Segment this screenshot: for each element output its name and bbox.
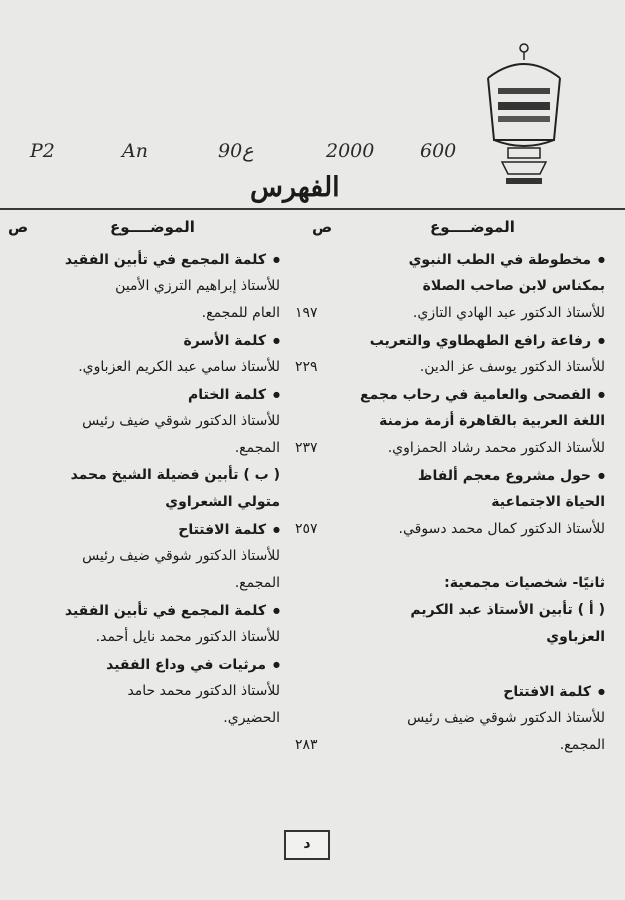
toc-line — [10, 543, 280, 570]
page-title: الفهرس — [250, 172, 340, 203]
toc-entry-title: ● كلمة الافتتاح — [178, 522, 280, 538]
toc-entry-text: الحضيري. — [223, 710, 280, 726]
handwritten-note: An — [122, 140, 148, 162]
toc-entry-title: ● كلمة المجمع في تأبين الفقيد — [65, 252, 280, 268]
toc-line — [10, 381, 280, 408]
toc-entry-text: للأستاذ الدكتور شوقي ضيف رئيس — [407, 710, 605, 726]
toc-line — [305, 489, 605, 516]
toc-line — [10, 489, 280, 516]
right-column — [295, 246, 605, 759]
toc-line — [10, 570, 280, 597]
toc-entry-text: اللغة العربية بالقاهرة أزمة مزمنة — [379, 413, 605, 429]
toc-line — [305, 678, 605, 705]
toc-entry-text: للأستاذ الدكتور محمد نايل أحمد. — [95, 629, 280, 645]
toc-entry-title: ● كلمة المجمع في تأبين الفقيد — [65, 603, 280, 619]
toc-line — [10, 651, 280, 678]
toc-line — [305, 651, 605, 678]
toc-entry-text: للأستاذ الدكتور شوقي ضيف رئيس — [82, 413, 280, 429]
right-page-header: ص — [312, 218, 333, 236]
toc-line — [10, 327, 280, 354]
handwritten-note: 90ع — [218, 140, 254, 162]
toc-line — [10, 246, 280, 273]
toc-line — [295, 732, 605, 759]
toc-entry-title: ● حول مشروع معجم ألفاظ — [418, 468, 605, 484]
toc-page-number: ٢٨٣ — [295, 737, 318, 753]
toc-entry-text: متولي الشعراوي — [165, 494, 280, 510]
toc-line — [10, 462, 280, 489]
toc-line — [305, 273, 605, 300]
toc-line — [305, 327, 605, 354]
handwritten-note: 600 — [420, 140, 457, 162]
toc-entry-text: للأستاذ الدكتور محمد رشاد الحمزاوي. — [387, 440, 605, 456]
handwritten-note: 2000 — [326, 140, 375, 162]
toc-line — [305, 462, 605, 489]
toc-line — [10, 300, 280, 327]
toc-line — [295, 516, 605, 543]
toc-line — [10, 678, 280, 705]
toc-entry-text: للأستاذ الدكتور عبد الهادي التازي. — [412, 305, 605, 321]
toc-line — [295, 300, 605, 327]
toc-line — [305, 543, 605, 570]
toc-line — [305, 705, 605, 732]
toc-line — [305, 408, 605, 435]
toc-line — [10, 705, 280, 732]
toc-entry-text: المجمع. — [559, 737, 605, 753]
toc-page-number: ٢٣٧ — [295, 440, 318, 456]
toc-entry-title: ● مرثيات في وداع الفقيد — [106, 657, 280, 673]
toc-entry-text: بمكناس لابن صاحب الصلاة — [422, 278, 605, 294]
toc-entry-text: ( أ ) تأبين الأستاذ عبد الكريم — [410, 602, 605, 618]
toc-page-number: ٢٢٩ — [295, 359, 318, 375]
toc-line — [10, 435, 280, 462]
handwritten-note: P2 — [30, 140, 55, 162]
right-column-header: الموضــــوع — [430, 218, 515, 236]
toc-entry-text: المجمع. — [234, 440, 280, 456]
toc-entry-title: ● كلمة الافتتاح — [503, 684, 605, 700]
toc-line — [10, 408, 280, 435]
toc-entry-title: ● الفصحى والعامية في رحاب مجمع — [360, 387, 605, 403]
toc-line — [10, 273, 280, 300]
page-number-box: د — [284, 830, 330, 860]
left-column-header: الموضــــوع — [110, 218, 195, 236]
toc-entry-title: ● كلمة الختام — [188, 387, 280, 403]
toc-line — [305, 597, 605, 624]
toc-line — [10, 516, 280, 543]
toc-entry-title: ● مخطوطة في الطب النبوي — [409, 252, 605, 268]
toc-line — [305, 381, 605, 408]
toc-line — [295, 435, 605, 462]
toc-line — [10, 354, 280, 381]
toc-entry-text: ( ب ) تأبين فضيلة الشيخ محمد — [70, 467, 280, 483]
toc-entry-text: للأستاذ الدكتور كمال محمد دسوقي. — [398, 521, 605, 537]
left-column — [10, 246, 280, 732]
toc-line — [10, 597, 280, 624]
toc-line — [305, 246, 605, 273]
toc-line — [305, 624, 605, 651]
toc-entry-text: العام للمجمع. — [201, 305, 280, 321]
toc-page-number: ٢٥٧ — [295, 521, 318, 537]
left-page-header: ص — [8, 218, 29, 236]
toc-page-number: ١٩٧ — [295, 305, 318, 321]
toc-entry-text: للأستاذ الدكتور محمد حامد — [127, 683, 280, 699]
toc-entry-title: ● رفاعة رافع الطهطاوي والتعريب — [370, 333, 605, 349]
toc-line — [10, 624, 280, 651]
toc-entry-title: ● كلمة الأسرة — [183, 333, 280, 349]
title-divider — [0, 208, 625, 210]
toc-entry-text: الحياة الاجتماعية — [491, 494, 605, 510]
toc-line — [305, 570, 605, 597]
toc-entry-text: العزباوي — [546, 629, 605, 645]
toc-entry-text: المجمع. — [234, 575, 280, 591]
toc-entry-text: ثانيًا- شخصيات مجمعية: — [444, 575, 605, 591]
academy-emblem-logo — [480, 40, 570, 190]
toc-entry-text: للأستاذ الدكتور يوسف عز الدين. — [419, 359, 605, 375]
toc-entry-text: للأستاذ الدكتور شوقي ضيف رئيس — [82, 548, 280, 564]
toc-line — [295, 354, 605, 381]
toc-entry-text: للأستاذ إبراهيم الترزي الأمين — [115, 278, 280, 294]
toc-entry-text: للأستاذ سامي عبد الكريم العزباوي. — [78, 359, 280, 375]
